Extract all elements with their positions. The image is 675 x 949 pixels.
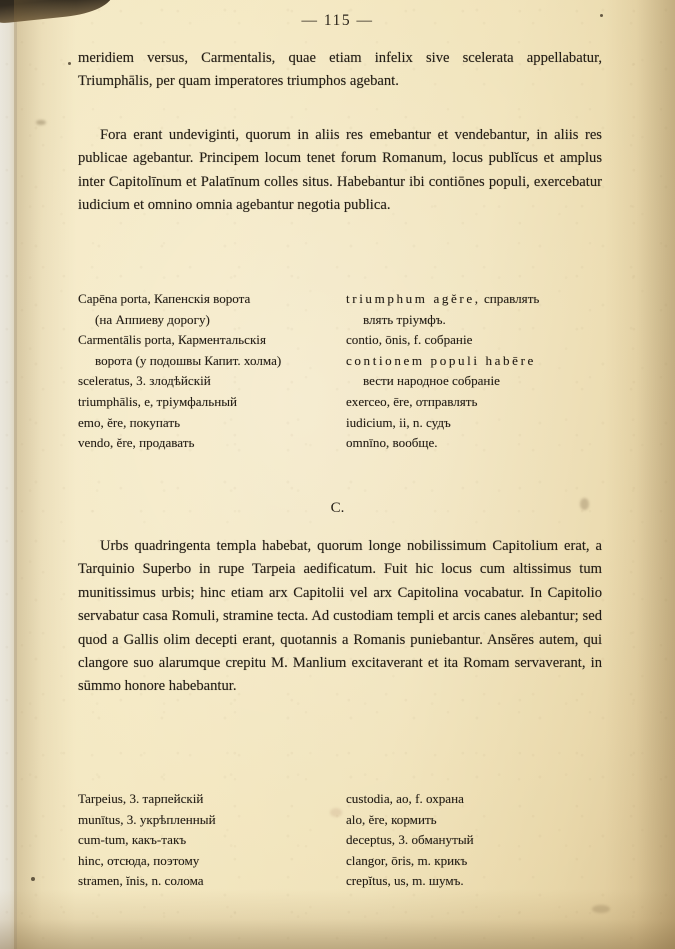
vocabulary-list-one [78, 289, 608, 454]
ink-speck [600, 14, 603, 17]
vocab-headword: triumphum agĕre, [346, 291, 481, 306]
vocab-entry: vendo, ĕre, продавать [78, 435, 195, 451]
ink-speck [68, 62, 71, 65]
paragraph-text: Urbs quadringenta templa habebat, quorum longe nobilissimum Capitolium erat, a Tarquinio Superbo in rupe Tarpeia aedificatum. Fuit hic locus cum altissimus tum munitissimus urbis; hinc etiam arx Capitolii vel arx Capitolina vocabatur. In Capitolio servabatur casa Romuli, stramine tecta. Ad custodiam templi et arcis canes alebantur; sed quod a Gallis olim decepti erant, quotannis a Romanis puniebantur. Ansĕres autem, qui clangore suo alarumque crepitu M. Manlium excitaverant et ita Romam servaverant, in sūmmo honore habebantur. [78, 538, 602, 695]
paper-smudge [592, 905, 610, 913]
vocab-entry: contionem populi habēre [346, 352, 536, 368]
vocab-gloss: справлять [480, 291, 540, 306]
vocab-entry: sceleratus, 3. злодѣйскій [78, 373, 211, 389]
vocab-entry-continuation: (на Аппиеву дорогу) [95, 311, 210, 327]
vocab-entry: custodia, ao, f. охрана [346, 791, 464, 806]
vocab-entry: deceptus, 3. обманутый [346, 832, 474, 848]
vocab-entry: emo, ĕre, покупать [78, 414, 181, 430]
section-heading-c: C. [330, 500, 345, 516]
vocab-entry: alo, ĕre, кормить [346, 811, 437, 827]
vocab-entry: Carmentālis porta, Карментальскія [78, 332, 266, 348]
paragraph-portae [78, 47, 602, 94]
page-number-folio: — 115 — [301, 12, 374, 29]
vocab-entry: crepĭtus, us, m. шумъ. [346, 873, 464, 889]
vocab-entry: triumphālis, e, тріумфальный [78, 393, 238, 409]
vocab-entry: hinc, отсюда, поэтому [78, 852, 200, 868]
vocab-entry-continuation: вести народное собраніе [363, 373, 500, 389]
paper-foxing [330, 808, 342, 817]
paper-smudge [580, 498, 589, 510]
vocab-entry: cum-tum, какъ-такъ [78, 832, 187, 848]
vocab-entry: Tarpeius, 3. тарпейскій [78, 791, 204, 806]
vocab-column-right [340, 289, 608, 454]
paragraph-fora [78, 124, 602, 218]
vocab-entry: Capēna porta, Капенскія ворота [78, 291, 251, 306]
vocab-entry: clangor, ōris, m. крикъ [346, 852, 468, 868]
vocab-entry [346, 289, 608, 310]
vocab-entry: stramen, ĭnis, n. солома [78, 873, 204, 889]
ink-speck [31, 877, 35, 881]
vocab-entry: contio, ōnis, f. собраніе [346, 332, 473, 348]
vocab-entry: munītus, 3. укрѣпленный [78, 811, 216, 827]
paper-smudge [36, 120, 46, 125]
vocab-entry: exerceo, ēre, отправлять [346, 393, 478, 409]
paragraph-text: Fora erant undeviginti, quorum in aliis res emebantur et vendebantur, in aliis res publicae agebantur. Principem locum tenet forum Romanum, locus publĭcus et amplus inter Capitolīnum et Palatīnum colles situs. Habebantur ibi contiōnes populi, exercebatur iudicium et omnino omnia agebantur negotia publica. [78, 127, 602, 214]
vocab-column-right [340, 789, 608, 892]
vocab-column-left [78, 789, 340, 892]
vocab-column-left [78, 289, 340, 454]
vocab-entry-continuation: влять тріумфъ. [363, 311, 446, 327]
paragraph-text: meridiem versus, Carmentalis, quae etiam infelix sive scelerata appellabatur, Triumphālis, per quam imperatores triumphos agebant. [78, 50, 602, 90]
paragraph-urbs [78, 535, 602, 699]
vocabulary-list-two [78, 789, 608, 892]
vocab-entry: omnīno, вообще. [346, 435, 438, 451]
vocab-entry: iudicium, ii, n. судъ [346, 414, 451, 430]
vocab-entry-continuation: ворота (у подошвы Капит. холма) [95, 352, 282, 368]
